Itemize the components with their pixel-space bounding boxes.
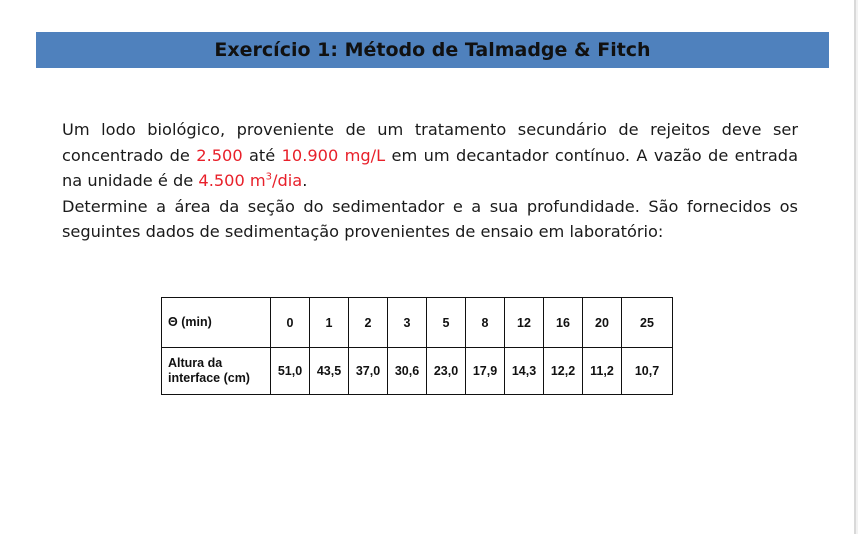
time-cell: 3	[388, 298, 427, 348]
height-cell: 14,3	[505, 348, 544, 395]
time-cell: 0	[271, 298, 310, 348]
time-cell: 16	[544, 298, 583, 348]
height-cell: 51,0	[271, 348, 310, 395]
text-part: Um lodo biológico, proveniente de um tratamento secundário de rejeitos deve ser concentrado de	[62, 120, 798, 165]
time-cell: 8	[466, 298, 505, 348]
header-line: Altura da	[168, 356, 223, 370]
flow-exponent: 3	[265, 171, 273, 183]
time-cell: 12	[505, 298, 544, 348]
height-cell: 11,2	[583, 348, 622, 395]
flow-unit: /dia	[272, 171, 303, 190]
sedimentation-table	[161, 297, 673, 395]
final-concentration: 10.900 mg/L	[281, 145, 386, 165]
problem-statement	[62, 117, 798, 245]
height-cell: 43,5	[310, 348, 349, 395]
height-cell: 17,9	[466, 348, 505, 395]
slide-title: Exercício 1: Método de Talmadge & Fitch	[214, 39, 651, 61]
text-part: até	[242, 145, 282, 165]
time-cell: 1	[310, 298, 349, 348]
table-row	[162, 348, 673, 395]
title-bar	[36, 32, 829, 68]
time-header: Θ (min)	[162, 298, 271, 348]
flow-value: 4.500 m	[198, 171, 266, 190]
time-cell: 25	[622, 298, 673, 348]
header-line: interface (cm)	[168, 371, 250, 385]
paragraph-2: Determine a área da seção do sedimentador e a sua profundidade. São fornecidos os seguintes dados de sedimentação provenientes de ensaio em laboratório:	[62, 196, 798, 241]
height-cell: 23,0	[427, 348, 466, 395]
paragraph-1	[62, 117, 798, 194]
time-cell: 20	[583, 298, 622, 348]
text-part: .	[302, 171, 308, 190]
text-part: em um decantador contínuo. A vazão de entrada na unidade é de	[62, 145, 798, 190]
height-cell: 37,0	[349, 348, 388, 395]
height-cell: 10,7	[622, 348, 673, 395]
height-cell: 12,2	[544, 348, 583, 395]
time-cell: 2	[349, 298, 388, 348]
time-cell: 5	[427, 298, 466, 348]
flow-rate	[198, 171, 302, 190]
initial-concentration: 2.500	[196, 145, 243, 165]
height-header	[162, 348, 271, 395]
table-row	[162, 298, 673, 348]
height-cell: 30,6	[388, 348, 427, 395]
